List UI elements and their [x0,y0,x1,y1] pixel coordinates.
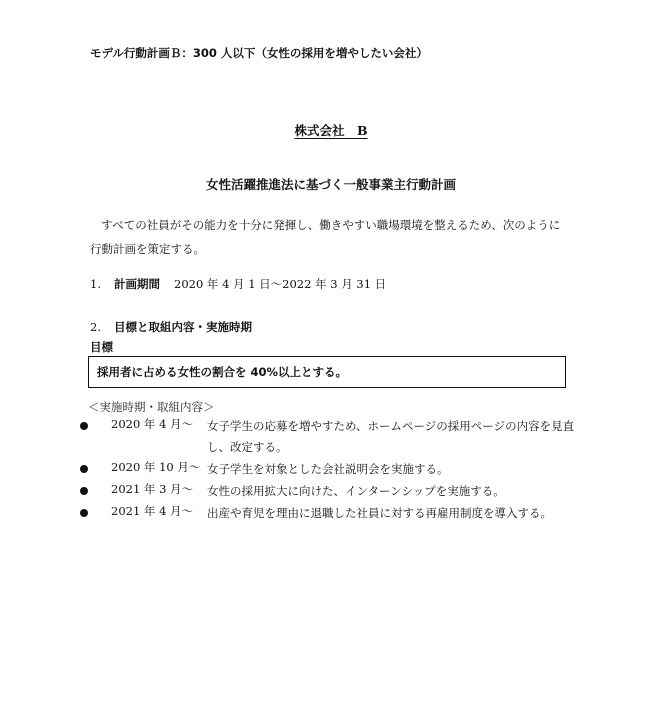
schedule-date: 2020 年 4 月～ [111,417,194,431]
bullet-icon [80,465,88,473]
document-title: 女性活躍推進法に基づく一般事業主行動計画 [205,177,456,192]
target-label: 目標 [90,340,113,354]
bullet-icon [80,422,88,430]
schedule-date: 2021 年 3 月～ [111,482,194,496]
intro-line-2: 行動計画を策定する。 [90,242,205,256]
schedule-description: 女子学生を対象とした会社説明会を実施する。 [207,462,449,476]
section-goals [90,319,252,335]
intro-line-1: すべての社員がその能力を十分に発揮し、働きやすい職場環境を整えるため、次のように [101,218,561,232]
section-label: 計画期間 [114,277,160,291]
schedule-description: 出産や育児を理由に退職した社員に対する再雇用制度を導入する。 [207,506,552,520]
section-number: 1. [90,277,101,291]
company-name-text: 株式会社 B [294,123,368,138]
bullet-icon [80,509,88,517]
schedule-date: 2020 年 10 月～ [111,460,201,474]
section-number: 2. [90,320,101,334]
schedule-date: 2021 年 4 月～ [111,504,194,518]
schedule-heading: ＜実施時期・取組内容＞ [88,400,215,414]
bullet-icon [80,487,88,495]
schedule-description: 女子学生の応募を増やすため、ホームページの採用ページの内容を見直し、改定する。 [207,419,575,454]
schedule-description: 女性の採用拡大に向けた、インターンシップを実施する。 [207,484,505,498]
target-box [88,356,566,388]
section-plan-period [90,276,386,292]
company-name [0,121,662,139]
plan-period-value: 2020 年 4 月 1 日～2022 年 3 月 31 日 [174,277,387,291]
intro-paragraph [90,213,580,261]
target-text: 採用者に占める女性の割合を 40%以上とする。 [97,365,348,379]
section-label: 目標と取組内容・実施時期 [114,320,252,334]
model-plan-note: モデル行動計画Ｂ：300 人以下（女性の採用を増やしたい会社） [90,46,428,60]
